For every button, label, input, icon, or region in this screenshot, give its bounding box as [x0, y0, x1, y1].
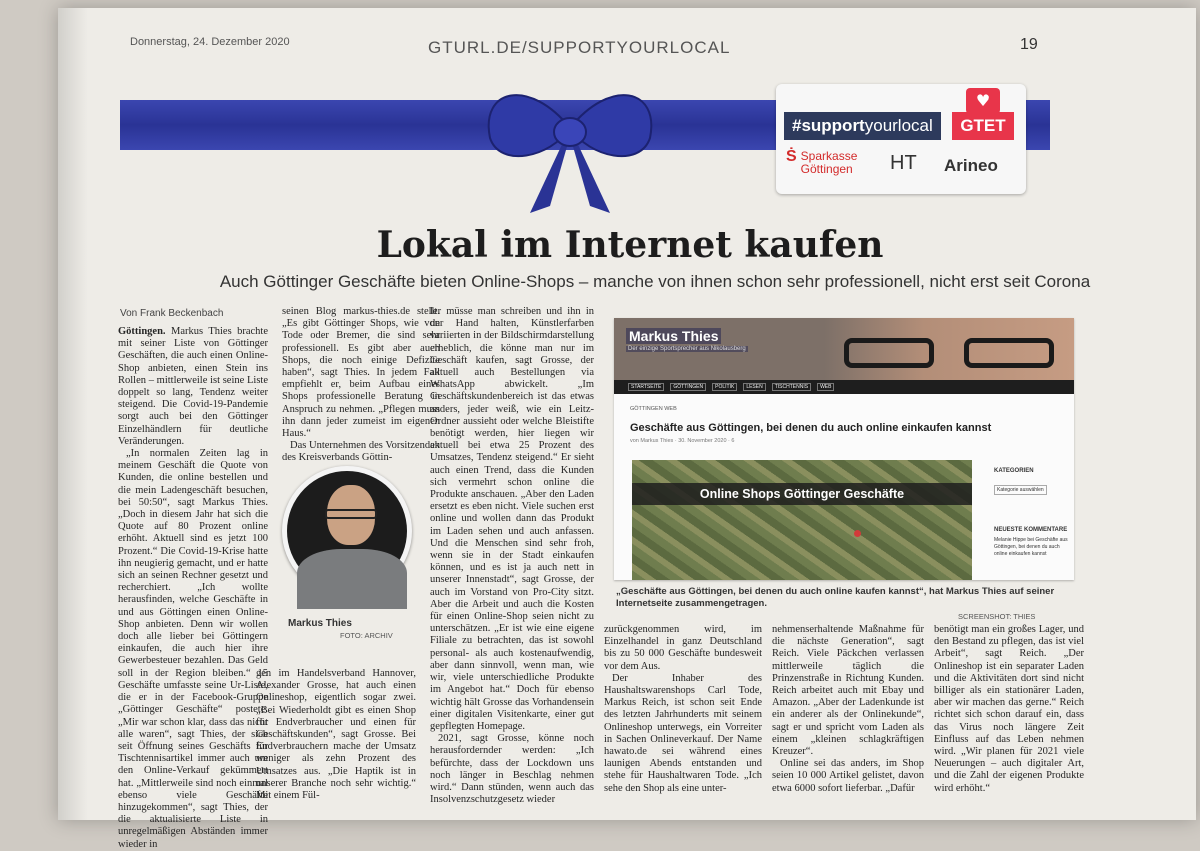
issue-date: Donnerstag, 24. Dezember 2020 — [130, 36, 290, 48]
page-fold-shadow — [58, 8, 88, 820]
column-2-text-b: Das Unternehmen des Vorsitzenden des Kreisverbands Göttin- — [282, 440, 440, 464]
arineo-logo: Arineo — [944, 156, 998, 175]
article-column-2-bottom — [256, 668, 416, 804]
blog-nav-politik: POLITIK — [712, 383, 737, 391]
blog-screenshot — [614, 318, 1074, 580]
sparkasse-line1: Sparkasse — [800, 149, 858, 163]
blog-nav-lesen: LESEN — [743, 383, 765, 391]
sidebar-categories-title: KATEGORIEN — [994, 468, 1034, 474]
blog-tagline: Der einzige Sportsprecher aus Nikolausberg — [628, 346, 746, 352]
column-2-text-a: seinen Blog markus-thies.de stellt. „Es gibt Göttinger Shops, wie von Tode oder Bremer, die sind sehr professionell. Es gibt aber auch Shops, die noch einige Defizite haben“, sagt Thies. In jedem Fall empfiehlt er, beim Aufbau eines Shops professionelle Beratung in Anspruch zu nehmen. „Pflegen muss ihn dann jeder zumeist im eigenen Haus.“ — [282, 306, 440, 440]
article-headline: Lokal im Internet kaufen — [376, 224, 884, 266]
blog-nav — [614, 380, 1074, 394]
column-1-text: Markus Thies brachte mit seiner Liste von Göttinger Geschäften, die auch einen Online-Shop anbieten, einen Stein ins Rollen – mittlerweile ist seine Liste doppelt so lang, Tendenz weiter steigend. Die Covid-19-Pandemie sorgt auch bei den Göttinger Einzelhändlern für deutliche Veränderungen. — [118, 326, 268, 447]
sidebar-comment: Melanie Hippe bei Geschäfte aus Göttingen, bei denen du auch online einkaufen kannst — [994, 537, 1068, 557]
article-subheadline: Auch Göttinger Geschäfte bieten Online-Shops – manche von ihnen schon sehr professionell, nicht erst seit Corona — [219, 272, 1091, 291]
heart-icon: ♥ — [966, 88, 1000, 114]
sparkasse-line2: Göttingen — [800, 162, 853, 176]
blog-title: Markus Thies — [626, 328, 721, 344]
article-column-4 — [604, 624, 762, 802]
blog-post-title: Geschäfte aus Göttingen, bei denen du auch online einkaufen kannst — [630, 422, 992, 434]
blog-nav-web: WEB — [817, 383, 834, 391]
blog-sidebar — [994, 468, 1070, 558]
column-6-text: benötigt man ein großes Lager, und den Bestand zu pflegen, das ist viel Arbeit“, sagt Reich. „Der Onlineshop ist ein separater Laden und die Aktivitäten dort sind nicht billiger als ein stationärer Laden, aber wir machen das gerne.“ Reich richtet sich schon darauf ein, dass das Virus noch längere Zeit Einfluss auf das Leben nehmen wird. „Wir planen für 2021 viele Neuerungen – auch digitaler Art, und die Zahl der eigenen Produkte wird erhöht.“ — [934, 624, 1084, 794]
screenshot-credit: SCREENSHOT: THIES — [958, 612, 1036, 621]
dateline: Göttingen. — [118, 326, 166, 337]
category-select: Kategorie auswählen — [994, 485, 1047, 495]
blog-nav-goettingen: GÖTTINGEN — [670, 383, 706, 391]
article-column-6 — [934, 624, 1084, 802]
article-column-5 — [772, 624, 924, 802]
page-number: 19 — [1020, 36, 1038, 53]
hashtag-bold: #support — [792, 116, 865, 135]
blog-nav-tischtennis: TISCHTENNIS — [772, 383, 811, 391]
column-3-text-a: ler müsse man schreiben und ihn in der Hand halten, Künstlerfarben variierten in der Bildschirmdarstellung erheblich, die könne man nur im Geschäft kaufen, sagt Grosse, der aktuell auch Bestellungen via WhatsApp abwickelt. „Im Geschäftskundenbereich ist das etwas anders, jeder weiß, wie ein Leitz-Ordner aussieht oder welche Bleistifte benötigt werden, hier liegen wir aktuell bei etwa 25 Prozent des Umsatzes, Tendenz steigend.“ Er sieht auch einen Trend, dass die Kunden sich vermehrt schon online die Produkte anschauen. „Aber den Laden ersetzt es eben nicht. Viele suchen erst online und wollen dann das Produkt im Laden sehen und auch anfassen. Und die Menschen sind sehr froh, wenn sie in der Stadt einkaufen können, und es ist ja auch nett in unserer Innenstadt“, sagt Grosse, der auch im Vorstand von Pro-City sitzt. Aber die Arbeit und auch die Kosten für einen Online-Shop seien nicht zu unterschätzen. „Er ist wie eine eigene Filiale zu betrachten, das ist sowohl personal- als auch kostenaufwendig, aber dann sinnvoll, wenn man, wie wir, viele unterschiedliche Produkte im Angebot hat.“ Doch für ebenso wichtig hält Grosse das Vorhandensein einer digitalen Visitenkarte, einer gut gepflegten Homepage. — [430, 306, 594, 732]
sidebar-comments-title: NEUESTE KOMMENTARE — [994, 527, 1068, 533]
column-4-text-b: Der Inhaber des Haushaltswarenshops Carl Tode, Markus Reich, ist schon seit Ende des letzten Jahrhunderts mit seinem Onlineshop unterwegs, ein Vorreiter in Sachen Onlineverkauf. Der Name hawato.de sei während eines launigen Abends entstanden und stehe für Haushaltwaren Tode. „Ich sehe den Shop als eine unter- — [604, 672, 762, 794]
satellite-map-image — [632, 460, 972, 580]
map-label: Online Shops Göttinger Geschäfte — [632, 483, 972, 505]
column-4-text-a: zurückgenommen wird, im Einzelhandel in ganz Deutschland bis zu 50 000 Geschäfte bundesweit vor dem Aus. — [604, 624, 762, 672]
blog-post-meta: von Markus Thies · 30. November 2020 · 6 — [630, 438, 735, 444]
column-1-text-b: „In normalen Zeiten lag in meinem Geschäft die Quote von Kunden, die online bestellen und die mein Ladengeschäft besuchen, bei 50:50“, sagt Markus Thies. „Doch in diesem Jahr hat sich die Quote auf 80 Prozent online erhöht. Aktuell sind es jetzt 100 Prozent.“ Die Covid-19-Krise hatte ihn neugierig gemacht, und er hatte sich an seinen Rechner gesetzt und recherchiert. „Ich wollte herausfinden, welche Geschäfte in und aus Göttingen einen Online-Shop anbieten. Denn wir wollen doch alle lieber bei Göttingern einkaufen, die auch hier ihre Gewerbesteuer bezahlen. Das Geld soll in der Region bleiben.“ 15 Geschäfte umfasste seine Ur-Liste, die er in der Facebook-Gruppe „Göttinger Geschäfte“ postete. „Mir war schon klar, dass das nicht alle waren“, sagt Thies, der sich seit Öffnung seines Geschäfts für Tischtennisartikel immer auch um den Online-Verkauf gekümmert hat. „Mittlerweile sind noch einmal ebenso viele Geschäfte hinzugekommen“, sagt Thies, der die aktualisierte Liste in unregelmäßigen Abständen immer wieder in — [118, 448, 268, 850]
gtet-logo: GTET — [952, 112, 1014, 140]
blog-breadcrumb: GÖTTINGEN WEB — [630, 406, 677, 412]
photo-caption-name: Markus Thies — [288, 618, 352, 629]
column-5-text-b: Online sei das anders, im Shop seien 10 000 Artikel gelistet, davon etwa 6000 sofort lieferbar. „Dafür — [772, 758, 924, 794]
sparkasse-logo — [786, 150, 857, 176]
article-column-2 — [282, 306, 440, 464]
author-portrait — [282, 466, 412, 596]
article-byline: Von Frank Beckenbach — [120, 308, 224, 319]
support-your-local-badge — [776, 84, 1026, 194]
column-3-text-b: 2021, sagt Grosse, könne noch herausfordernder werden: „Ich befürchte, dass der Lockdown uns noch länger in Beschlag nehmen wird.“ Dann stünden, wenn auch das Insolvenzschutzgesetz wieder — [430, 733, 594, 806]
blog-banner — [614, 318, 1074, 380]
map-pin-icon — [854, 530, 861, 537]
column-5-text-a: nehmenserhaltende Maßnahme für die nächste Generation“, sagt Reich. Viele Päckchen verlassen mittlerweile täglich die Prinzenstraße in Richtung Kunden. Reich arbeitet auch mit Ebay und Amazon. „Aber der Ladenkunde ist ein anderer als der Onlinekunde“, sagt er und spricht vom Laden als einem „kleinen schlagkräftigen Kreuzer“. — [772, 624, 924, 758]
sparkasse-icon: Ṡ — [786, 148, 797, 165]
column-2-text-c: gen im Handelsverband Hannover, Alexander Grosse, hat auch einen Onlineshop, eigentlich sogar zwei. „Bei Wiederholdt gibt es einen Shop für Endverbraucher und einen für Geschäftskunden“, sagt Grosse. Bei Endverbrauchern mache der Umsatz weniger als zehn Prozent des Umsatzes aus. „Die Haptik ist in unserer Branche noch sehr wichtig.“ Mit einem Fül- — [256, 668, 416, 802]
screenshot-caption: „Geschäfte aus Göttingen, bei denen du auch online kaufen kannst“, hat Markus Thies auf seiner Internetseite zusammengetragen. — [616, 586, 1055, 609]
section-url: GTURL.DE/SUPPORTYOURLOCAL — [428, 38, 731, 57]
ht-logo: HT — [890, 152, 917, 174]
blog-nav-startseite: STARTSEITE — [628, 383, 664, 391]
hashtag-light: yourlocal — [864, 116, 933, 135]
photo-credit: FOTO: ARCHIV — [340, 631, 393, 640]
bow-icon — [470, 68, 670, 218]
hashtag-label — [784, 112, 941, 140]
article-column-1 — [118, 326, 268, 850]
article-column-3 — [430, 306, 594, 806]
